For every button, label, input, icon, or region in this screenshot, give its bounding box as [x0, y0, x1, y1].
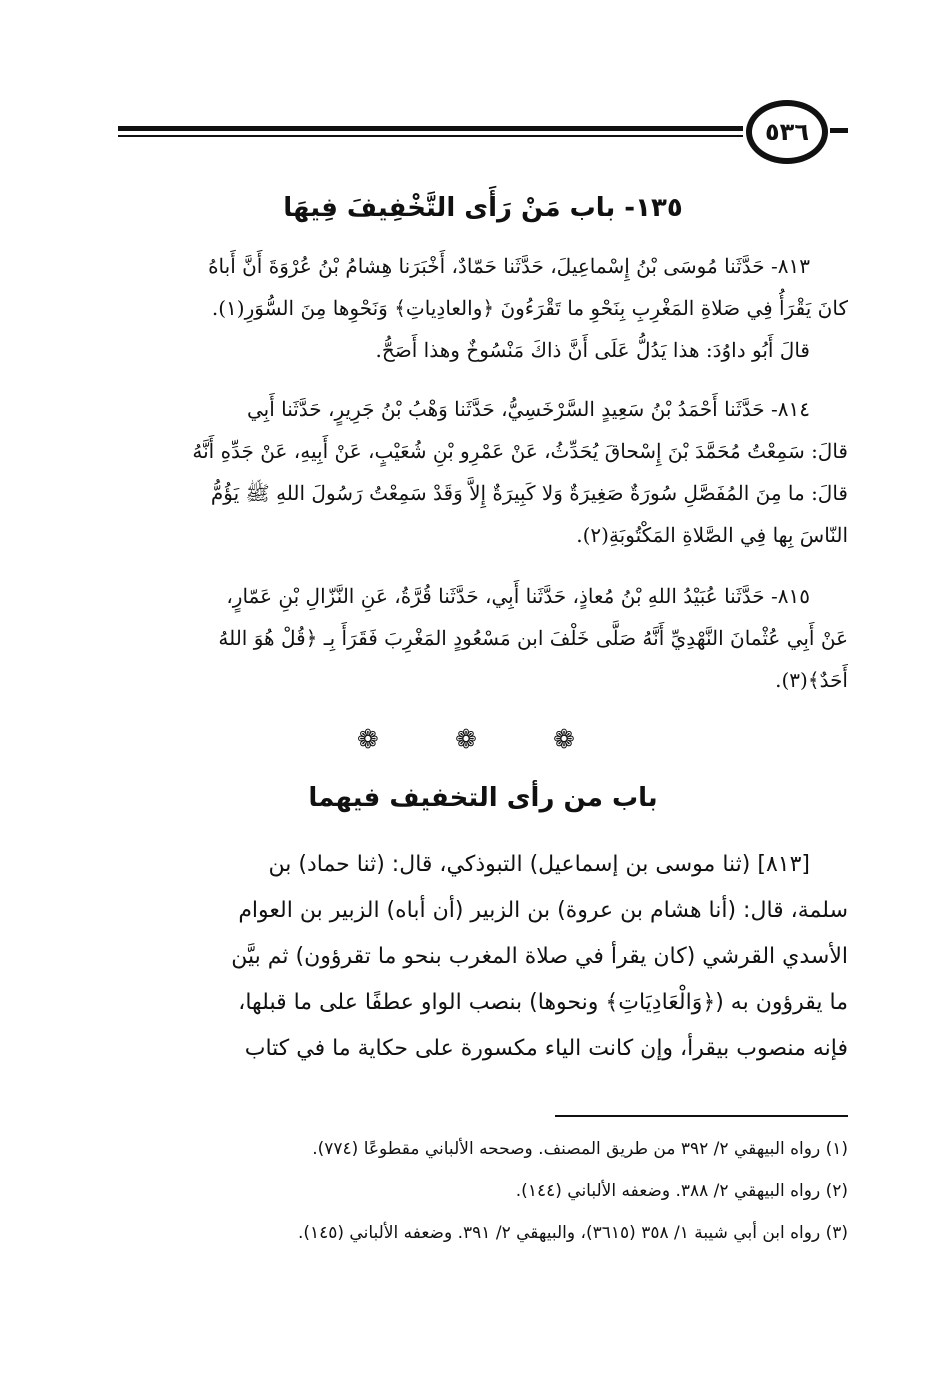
hadith-815	[118, 575, 848, 701]
commentary-line: ما يقرؤون به (﴿وَالْعَادِيَاتِ﴾ ونحوها) بنصب الواو عطفًا على ما قبلها،	[238, 990, 848, 1015]
section-separator: ❁ ❁ ❁	[357, 725, 609, 755]
commentary-heading: باب من رأى التخفيف فيهما	[308, 783, 658, 813]
footnote-1: (١) رواه البيهقي ٢/ ٣٩٢ من طريق المصنف. وصححه الألباني مقطوعًا (٧٧٤).	[312, 1139, 848, 1159]
hadith-814	[118, 388, 848, 556]
commentary-line: سلمة، قال: (أنا هشام بن عروة) بن الزبير (أن أباه) الزبير بن العوام	[238, 898, 848, 923]
footnote-2: (٢) رواه البيهقي ٢/ ٣٨٨. وضعفه الألباني (١٤٤).	[515, 1181, 848, 1201]
commentary-body	[118, 842, 848, 1072]
footnote-divider	[555, 1115, 848, 1117]
commentary-line: [٨١٣] (ثنا موسى بن إسماعيل) التبوذكي، قال: (ثنا حماد) بن	[268, 852, 810, 877]
header-rule-tail	[830, 128, 848, 133]
hadith-line: ٨١٥- حَدَّثَنا عُبَيْدُ اللهِ بْنُ مُعاذٍ، حَدَّثَنا أَبِي، حَدَّثَنا قُرَّةُ، عَنِ النَّزّالِ بْنِ عَمّارٍ،	[226, 584, 810, 608]
hadith-line: النّاسَ بِها فِي الصَّلاةِ المَكْتُوبَةِ(٢).	[576, 523, 848, 547]
page-number: ٥٣٦	[765, 118, 809, 146]
hadith-line: كانَ يَقْرَأُ فِي صَلاةِ المَغْرِبِ بِنَحْوِ ما تَقْرَءُونَ ﴿والعادِياتِ﴾ وَنَحْوِها مِنَ السُّوَرِ(١).	[211, 296, 848, 320]
footnote-3: (٣) رواه ابن أبي شيبة ١/ ٣٥٨ (٣٦١٥)، والبيهقي ٢/ ٣٩١. وضعفه الألباني (١٤٥).	[297, 1223, 848, 1243]
footnotes	[118, 1128, 848, 1254]
header-rule-thin	[118, 135, 743, 137]
hadith-line: قالَ: ما مِنَ المُفَصَّلِ سُورَةٌ صَغِيرَةٌ وَلا كَبِيرَةٌ إِلاَّ وَقَدْ سَمِعْتُ رَسُولَ اللهِ ﷺ يَؤُمُّ	[210, 481, 848, 505]
chapter-heading: ١٣٥- باب مَنْ رَأَى التَّخْفِيفَ فِيهَا	[283, 193, 683, 223]
commentary-line: الأسدي القرشي (كان يقرأ في صلاة المغرب بنحو ما تقرؤون) ثم بيَّن	[231, 944, 848, 969]
hadith-813	[118, 245, 848, 371]
hadith-line: قالَ: سَمِعْتُ مُحَمَّدَ بْنَ إِسْحاقَ يُحَدِّثُ، عَنْ عَمْرِو بْنِ شُعَيْبٍ، عَنْ أَبِيهِ، عَنْ جَدِّهِ أَنَّهُ	[192, 439, 848, 463]
hadith-line: ٨١٤- حَدَّثَنا أَحْمَدُ بْنُ سَعِيدٍ السَّرْخَسِيُّ، حَدَّثَنا وَهْبُ بْنُ جَرِيرٍ، حَدَّثَنا أَبِي	[246, 397, 810, 421]
hadith-line: عَنْ أَبِي عُثْمانَ النَّهْدِيِّ أَنَّهُ صَلَّى خَلْفَ ابن مَسْعُودٍ المَغْرِبَ فَقَرَأَ بِـ ﴿قُلْ هُوَ اللهُ	[218, 626, 848, 650]
hadith-line: قالَ أَبُو داوُدَ: هذا يَدُلُّ عَلَى أَنَّ ذاكَ مَنْسُوخٌ وهذا أَصَحُّ.	[375, 338, 810, 362]
page-header	[118, 92, 848, 172]
commentary-line: فإنه منصوب بيقرأ، وإن كانت الياء مكسورة على حكاية ما في كتاب	[244, 1036, 848, 1061]
hadith-line: أَحَدٌ﴾(٣).	[775, 668, 848, 692]
header-rule	[118, 126, 743, 131]
hadith-line: ٨١٣- حَدَّثَنا مُوسَى بْنُ إِسْماعِيلَ، حَدَّثَنا حَمّادٌ، أَخْبَرَنا هِشامُ بْنُ عُرْوَةَ أَنَّ أَباهُ	[208, 254, 810, 278]
